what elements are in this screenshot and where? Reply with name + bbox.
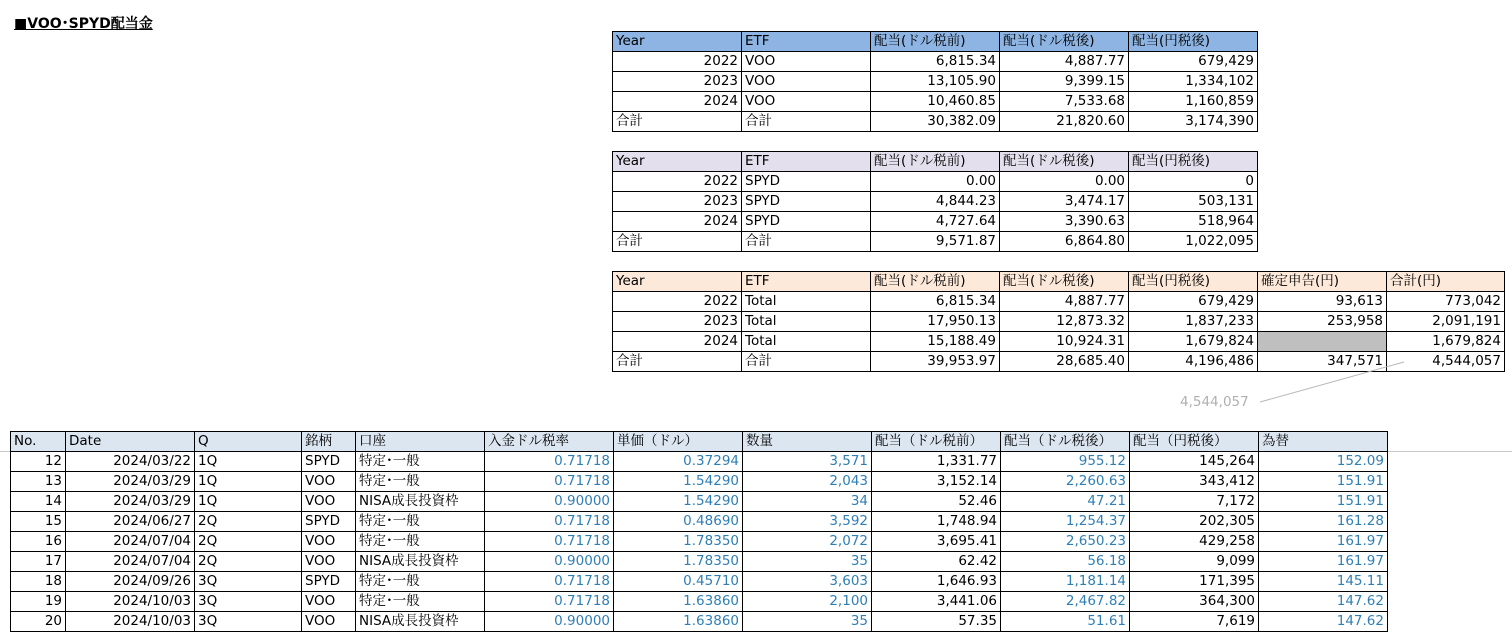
cell[interactable]: 1Q [195, 492, 302, 512]
cell[interactable]: SPYD [302, 572, 356, 592]
table-row [11, 572, 1388, 592]
cell[interactable]: 10,924.31 [1000, 332, 1129, 352]
cell[interactable]: 0.90000 [485, 552, 614, 572]
cell[interactable]: 145.11 [1259, 572, 1388, 592]
cell[interactable]: 679,429 [1129, 292, 1258, 312]
cell[interactable]: 62.42 [872, 552, 1001, 572]
cell[interactable]: 161.97 [1259, 552, 1388, 572]
page-title: ■VOO･SPYD配当金 [14, 16, 153, 32]
cell[interactable]: NISA成長投資枠 [356, 492, 485, 512]
cell[interactable]: 2,091,191 [1387, 312, 1505, 332]
cell[interactable]: 0.37294 [614, 452, 743, 472]
cell[interactable]: NISA成長投資枠 [356, 612, 485, 632]
cell[interactable]: 0.71718 [485, 592, 614, 612]
cell[interactable]: 2024/03/29 [66, 472, 195, 492]
table-header-row [11, 432, 1388, 452]
cell[interactable]: 2024/06/27 [66, 512, 195, 532]
cell[interactable]: 21,820.60 [1000, 112, 1129, 132]
cell[interactable]: 3,592 [743, 512, 872, 532]
cell[interactable]: 0.71718 [485, 452, 614, 472]
cell[interactable]: 2024 [613, 92, 742, 112]
header-cell[interactable]: 配当(ドル税後) [1000, 32, 1129, 52]
cell[interactable]: 2024/03/29 [66, 492, 195, 512]
cell[interactable]: 51.61 [1001, 612, 1130, 632]
cell[interactable]: 14 [11, 492, 66, 512]
header-cell[interactable]: 配当（ドル税前） [872, 432, 1001, 452]
cell[interactable]: 3,571 [743, 452, 872, 472]
cell[interactable]: 35 [743, 612, 872, 632]
cell[interactable]: 1,331.77 [872, 452, 1001, 472]
cell[interactable]: 2,043 [743, 472, 872, 492]
header-cell[interactable]: 配当(円税後) [1129, 272, 1258, 292]
cell[interactable]: 2,260.63 [1001, 472, 1130, 492]
cell[interactable]: 9,099 [1130, 552, 1259, 572]
cell[interactable]: VOO [302, 612, 356, 632]
cell[interactable]: 特定･一般 [356, 472, 485, 492]
header-cell[interactable]: 配当(ドル税前) [871, 32, 1000, 52]
cell[interactable]: 0.71718 [485, 472, 614, 492]
cell[interactable]: 合計 [613, 352, 742, 372]
cell[interactable]: 147.62 [1259, 592, 1388, 612]
cell[interactable]: 1,160,859 [1129, 92, 1258, 112]
cell[interactable]: 0.90000 [485, 612, 614, 632]
cell[interactable]: 4,887.77 [1000, 52, 1129, 72]
cell[interactable]: 4,727.64 [871, 212, 1000, 232]
cell[interactable]: Total [742, 312, 871, 332]
cell[interactable]: SPYD [302, 452, 356, 472]
table-row [11, 472, 1388, 492]
cell[interactable]: 0.71718 [485, 512, 614, 532]
cell[interactable]: 1,679,824 [1129, 332, 1258, 352]
cell[interactable]: 1,181.14 [1001, 572, 1130, 592]
cell[interactable]: 2Q [195, 532, 302, 552]
cell[interactable]: 2022 [613, 292, 742, 312]
header-cell[interactable]: 配当(ドル税前) [871, 272, 1000, 292]
cell[interactable]: 9,399.15 [1000, 72, 1129, 92]
cell[interactable]: 2,467.82 [1001, 592, 1130, 612]
cell[interactable]: 2024/07/04 [66, 532, 195, 552]
cell[interactable]: SPYD [742, 212, 871, 232]
cell[interactable]: 2,072 [743, 532, 872, 552]
cell[interactable]: 12 [11, 452, 66, 472]
cell[interactable]: VOO [302, 552, 356, 572]
table-row [11, 492, 1388, 512]
cell[interactable]: NISA成長投資枠 [356, 552, 485, 572]
cell[interactable]: VOO [742, 52, 871, 72]
header-cell[interactable]: 配当(ドル税前) [871, 152, 1000, 172]
cell[interactable]: VOO [302, 472, 356, 492]
cell[interactable]: 6,815.34 [871, 52, 1000, 72]
header-cell[interactable]: 口座 [356, 432, 485, 452]
cell[interactable]: 3Q [195, 612, 302, 632]
cell[interactable]: 52.46 [872, 492, 1001, 512]
cell[interactable]: 364,300 [1130, 592, 1259, 612]
cell[interactable]: Total [742, 332, 871, 352]
cell[interactable]: VOO [302, 492, 356, 512]
header-cell[interactable]: 配当（ドル税後） [1001, 432, 1130, 452]
cell[interactable]: 0.00 [1000, 172, 1129, 192]
cell[interactable]: 3,695.41 [872, 532, 1001, 552]
cell[interactable]: 35 [743, 552, 872, 572]
cell[interactable]: 7,619 [1130, 612, 1259, 632]
cell[interactable]: 3,152.14 [872, 472, 1001, 492]
cell[interactable]: 2Q [195, 552, 302, 572]
cell[interactable]: 2023 [613, 192, 742, 212]
cell[interactable]: VOO [302, 592, 356, 612]
cell[interactable]: VOO [742, 72, 871, 92]
cell[interactable]: 518,964 [1129, 212, 1258, 232]
cell[interactable]: 3,441.06 [872, 592, 1001, 612]
cell[interactable]: SPYD [742, 192, 871, 212]
header-cell[interactable]: ETF [742, 272, 871, 292]
cell[interactable]: 28,685.40 [1000, 352, 1129, 372]
cell[interactable]: 19 [11, 592, 66, 612]
cell[interactable]: 0.48690 [614, 512, 743, 532]
cell[interactable]: 合計 [742, 352, 871, 372]
cell[interactable]: 3Q [195, 592, 302, 612]
cell[interactable]: SPYD [742, 172, 871, 192]
cell[interactable]: 0.71718 [485, 572, 614, 592]
cell[interactable]: 合計 [742, 232, 871, 252]
header-cell[interactable]: ETF [742, 32, 871, 52]
cell[interactable]: VOO [302, 532, 356, 552]
cell[interactable]: 2023 [613, 72, 742, 92]
cell[interactable]: 2022 [613, 52, 742, 72]
cell[interactable]: 2022 [613, 172, 742, 192]
header-cell[interactable]: 配当(円税後) [1129, 32, 1258, 52]
header-cell[interactable]: 配当（円税後） [1130, 432, 1259, 452]
cell[interactable]: 955.12 [1001, 452, 1130, 472]
cell[interactable]: 151.91 [1259, 472, 1388, 492]
cell[interactable]: 合計 [613, 112, 742, 132]
header-cell[interactable]: 為替 [1259, 432, 1388, 452]
cell[interactable]: 1,022,095 [1129, 232, 1258, 252]
cell[interactable]: 347,571 [1258, 352, 1387, 372]
cell[interactable]: 特定･一般 [356, 512, 485, 532]
cell[interactable]: 1Q [195, 452, 302, 472]
cell[interactable]: 4,196,486 [1129, 352, 1258, 372]
cell[interactable]: 0.71718 [485, 532, 614, 552]
cell[interactable]: 7,172 [1130, 492, 1259, 512]
cell[interactable]: 161.28 [1259, 512, 1388, 532]
header-cell[interactable]: Year [613, 32, 742, 52]
cell[interactable]: 679,429 [1129, 52, 1258, 72]
header-cell[interactable]: 合計(円) [1387, 272, 1505, 292]
cell[interactable]: 1,254.37 [1001, 512, 1130, 532]
cell[interactable]: 1.78350 [614, 532, 743, 552]
header-cell[interactable]: 確定申告(円) [1258, 272, 1387, 292]
table-row [11, 452, 1388, 472]
cell[interactable]: 202,305 [1130, 512, 1259, 532]
cell[interactable]: 2024 [613, 212, 742, 232]
cell[interactable]: 1,748.94 [872, 512, 1001, 532]
header-cell[interactable]: 単価（ドル） [614, 432, 743, 452]
cell[interactable]: 1.63860 [614, 592, 743, 612]
header-cell[interactable]: 銘柄 [302, 432, 356, 452]
cell[interactable]: 2,100 [743, 592, 872, 612]
cell[interactable]: 9,571.87 [871, 232, 1000, 252]
cell[interactable]: 特定･一般 [356, 532, 485, 552]
cell[interactable]: 1,679,824 [1387, 332, 1505, 352]
cell[interactable]: 10,460.85 [871, 92, 1000, 112]
cell[interactable]: 2024/03/22 [66, 452, 195, 472]
table-row [11, 532, 1388, 552]
cell[interactable]: 2Q [195, 512, 302, 532]
cell[interactable]: 503,131 [1129, 192, 1258, 212]
cell[interactable]: 2,650.23 [1001, 532, 1130, 552]
header-cell[interactable]: 配当(ドル税後) [1000, 152, 1129, 172]
cell[interactable]: 30,382.09 [871, 112, 1000, 132]
header-cell[interactable]: Year [613, 152, 742, 172]
cell[interactable]: 合計 [742, 112, 871, 132]
header-cell[interactable]: Q [195, 432, 302, 452]
cell[interactable]: 47.21 [1001, 492, 1130, 512]
cell[interactable]: 合計 [613, 232, 742, 252]
cell[interactable]: 6,815.34 [871, 292, 1000, 312]
cell[interactable]: 20 [11, 612, 66, 632]
header-cell[interactable]: ETF [742, 152, 871, 172]
cell[interactable]: 15,188.49 [871, 332, 1000, 352]
cell[interactable]: 93,613 [1258, 292, 1387, 312]
cell[interactable]: 56.18 [1001, 552, 1130, 572]
header-cell[interactable]: Date [66, 432, 195, 452]
table-row [11, 592, 1388, 612]
cell[interactable]: 39,953.97 [871, 352, 1000, 372]
cell[interactable]: 17,950.13 [871, 312, 1000, 332]
cell[interactable]: 1.78350 [614, 552, 743, 572]
annotation-text: 4,544,057 [1180, 394, 1249, 410]
cell[interactable]: 1,837,233 [1129, 312, 1258, 332]
cell[interactable]: 7,533.68 [1000, 92, 1129, 112]
cell[interactable]: 34 [743, 492, 872, 512]
cell[interactable]: 4,544,057 [1387, 352, 1505, 372]
cell[interactable]: 2024 [613, 332, 742, 352]
cell[interactable]: 3,603 [743, 572, 872, 592]
cell[interactable]: 17 [11, 552, 66, 572]
cell[interactable]: 4,887.77 [1000, 292, 1129, 312]
cell[interactable]: 特定･一般 [356, 452, 485, 472]
table-row [11, 612, 1388, 632]
cell[interactable]: 1,646.93 [872, 572, 1001, 592]
header-cell[interactable]: No. [11, 432, 66, 452]
cell[interactable]: 18 [11, 572, 66, 592]
cell[interactable]: 429,258 [1130, 532, 1259, 552]
cell[interactable]: 57.35 [872, 612, 1001, 632]
cell[interactable]: 4,844.23 [871, 192, 1000, 212]
cell[interactable]: 13 [11, 472, 66, 492]
cell[interactable]: 145,264 [1130, 452, 1259, 472]
cell[interactable]: 2024/09/26 [66, 572, 195, 592]
cell[interactable]: VOO [742, 92, 871, 112]
cell[interactable]: 0.90000 [485, 492, 614, 512]
cell[interactable]: 13,105.90 [871, 72, 1000, 92]
cell[interactable]: 16 [11, 532, 66, 552]
header-cell[interactable]: 数量 [743, 432, 872, 452]
cell[interactable]: Total [742, 292, 871, 312]
cell[interactable]: 0.00 [871, 172, 1000, 192]
cell[interactable]: 147.62 [1259, 612, 1388, 632]
dividend-detail-table [10, 431, 1388, 632]
cell[interactable]: 1,334,102 [1129, 72, 1258, 92]
cell[interactable]: 773,042 [1387, 292, 1505, 312]
cell[interactable]: 0 [1129, 172, 1258, 192]
cell[interactable]: 3,390.63 [1000, 212, 1129, 232]
cell[interactable]: 特定･一般 [356, 592, 485, 612]
cell[interactable]: 3Q [195, 572, 302, 592]
cell[interactable]: 2023 [613, 312, 742, 332]
header-cell[interactable]: 入金ドル税率 [485, 432, 614, 452]
cell[interactable]: 343,412 [1130, 472, 1259, 492]
cell[interactable]: 171,395 [1130, 572, 1259, 592]
table-row [11, 512, 1388, 532]
cell[interactable]: 1.54290 [614, 472, 743, 492]
cell[interactable]: 253,958 [1258, 312, 1387, 332]
cell[interactable]: 1.54290 [614, 492, 743, 512]
cell[interactable]: 3,474.17 [1000, 192, 1129, 212]
cell[interactable]: 3,174,390 [1129, 112, 1258, 132]
cell[interactable]: 12,873.32 [1000, 312, 1129, 332]
cell[interactable]: 152.09 [1259, 452, 1388, 472]
cell[interactable]: 2024/07/04 [66, 552, 195, 572]
cell[interactable]: 2024/10/03 [66, 592, 195, 612]
cell[interactable]: 1Q [195, 472, 302, 492]
header-cell[interactable]: 配当(円税後) [1129, 152, 1258, 172]
cell[interactable]: 2024/10/03 [66, 612, 195, 632]
cell[interactable]: 6,864.80 [1000, 232, 1129, 252]
cell[interactable]: 161.97 [1259, 532, 1388, 552]
cell[interactable]: SPYD [302, 512, 356, 532]
header-cell[interactable]: 配当(ドル税後) [1000, 272, 1129, 292]
cell[interactable]: 0.45710 [614, 572, 743, 592]
cell[interactable]: 特定･一般 [356, 572, 485, 592]
cell[interactable]: 1.63860 [614, 612, 743, 632]
header-cell[interactable]: Year [613, 272, 742, 292]
cell[interactable]: 15 [11, 512, 66, 532]
table-row [11, 552, 1388, 572]
cell[interactable]: 151.91 [1259, 492, 1388, 512]
